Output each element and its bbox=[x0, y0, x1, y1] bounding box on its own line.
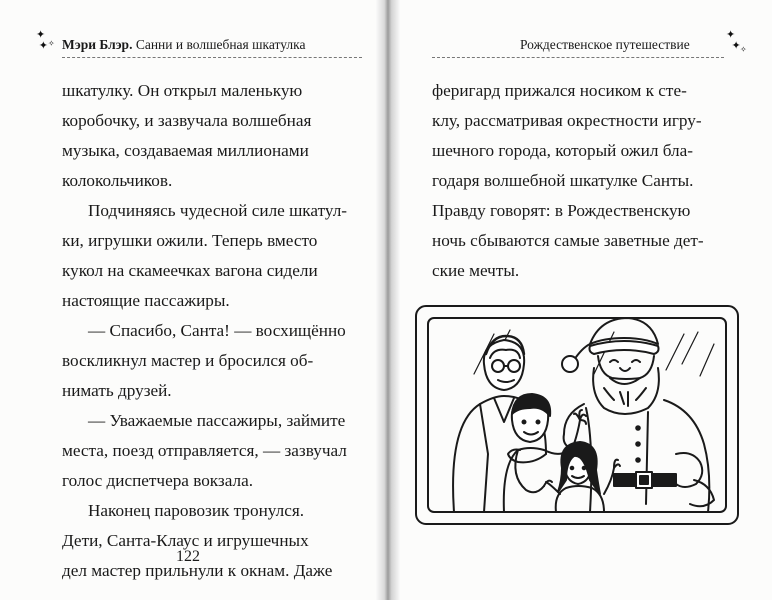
text-line: феригард прижался носиком к сте- bbox=[432, 81, 687, 100]
text-line: Подчиняясь чудесной силе шкатул- bbox=[88, 201, 348, 220]
text-line: годаря волшебной шкатулке Санты. bbox=[432, 171, 694, 190]
header-author: Мэри Блэр. bbox=[62, 37, 133, 52]
text-line: Наконец паровозик тронулся. bbox=[88, 501, 305, 520]
text-line: Правду говорят: в Рождественскую bbox=[432, 201, 691, 220]
right-page bbox=[386, 0, 772, 600]
right-page-text bbox=[432, 76, 728, 286]
text-line: — Спасибо, Санта! — восхищённо bbox=[88, 321, 346, 340]
header-rule bbox=[62, 57, 362, 58]
text-line: голос диспетчера вокзала. bbox=[62, 471, 254, 490]
text-line: нимать друзей. bbox=[62, 381, 172, 400]
header-book-title: Санни и волшебная шкатулка bbox=[135, 37, 306, 52]
text-line: шечного города, который ожил бла- bbox=[432, 141, 693, 160]
text-line: музыка, создаваемая миллионами bbox=[62, 141, 309, 160]
star-ornament-icon: ✦ ✦ bbox=[36, 29, 48, 52]
star-ornament-icon: ✧ bbox=[740, 45, 747, 54]
book-gutter bbox=[376, 0, 400, 600]
header-chapter-title: Рождественское путешествие bbox=[520, 37, 690, 52]
text-line: клу, рассматривая окрестности игру- bbox=[432, 111, 702, 130]
header-rule bbox=[432, 57, 724, 58]
page-number: 122 bbox=[176, 548, 200, 565]
text-line: воскликнул мастер и бросился об- bbox=[62, 351, 314, 370]
running-header-right bbox=[520, 37, 690, 53]
running-header-left bbox=[62, 37, 352, 53]
text-line: коробочку, и зазвучала волшебная bbox=[62, 111, 312, 130]
train-window-illustration bbox=[414, 304, 740, 526]
text-line: кукол на скамеечках вагона сидели bbox=[62, 261, 318, 280]
text-line: Дети, Санта-Клаус и игрушечных bbox=[62, 531, 309, 550]
text-line: — Уважаемые пассажиры, займите bbox=[88, 411, 346, 430]
text-line: настоящие пассажиры. bbox=[62, 291, 230, 310]
left-page-text bbox=[62, 76, 364, 586]
text-line: места, поезд отправляется, — зазвучал bbox=[62, 441, 347, 460]
text-line: дел мастер прильнули к окнам. Даже bbox=[62, 561, 333, 580]
star-ornament-icon: ✧ bbox=[48, 39, 55, 48]
text-line: ки, игрушки ожили. Теперь вместо bbox=[62, 231, 318, 250]
text-line: ские мечты. bbox=[432, 261, 520, 280]
text-line: шкатулку. Он открыл маленькую bbox=[62, 81, 303, 100]
text-line: ночь сбываются самые заветные дет- bbox=[432, 231, 704, 250]
star-ornament-icon: ✦ ✦ bbox=[726, 29, 741, 52]
girl-figure bbox=[546, 442, 620, 512]
text-line: колокольчиков. bbox=[62, 171, 173, 190]
